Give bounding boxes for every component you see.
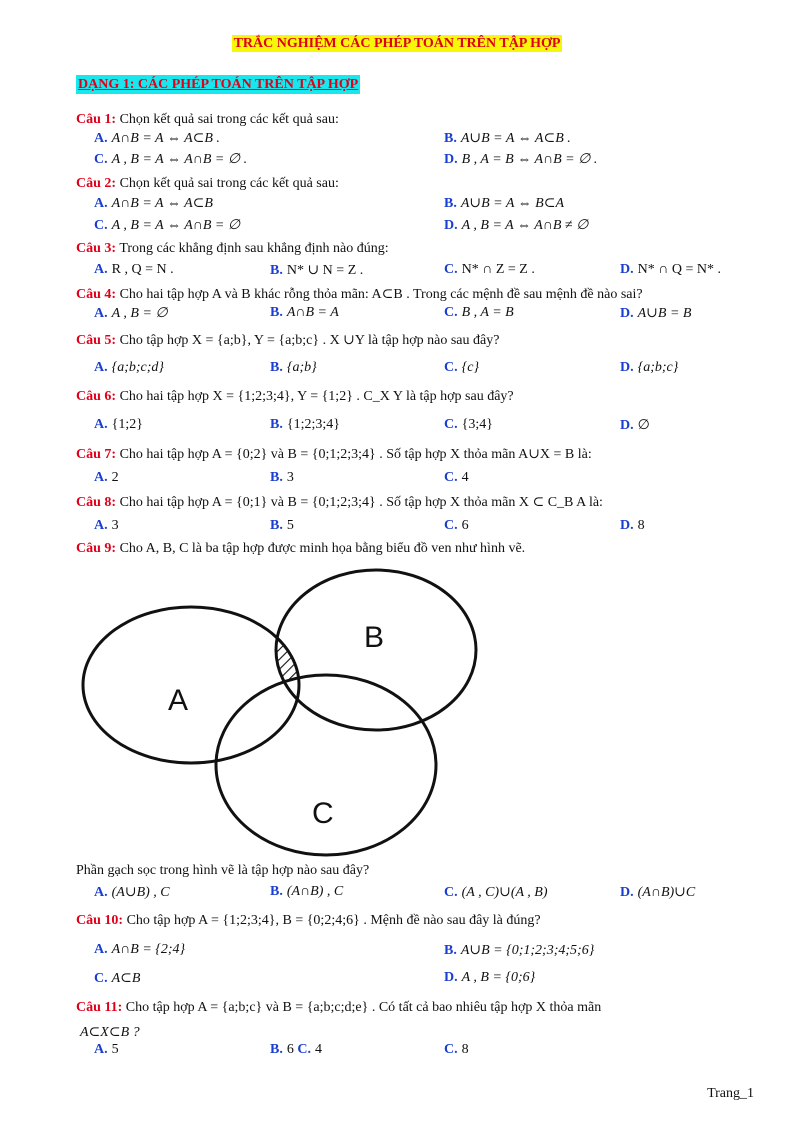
q10-option-d: D. A , B = {0;6} bbox=[444, 970, 536, 985]
question-text-continued: A⊂X⊂B ? bbox=[80, 1025, 140, 1040]
question-4 bbox=[76, 286, 643, 303]
question-text: Cho tập hợp X = {a;b}, Y = {a;b;c} . X ∪Y là tập hợp nào sau đây? bbox=[119, 333, 500, 348]
q10-option-a: A. A∩B = {2;4} bbox=[94, 942, 186, 957]
q11-option-c: C. 8 bbox=[444, 1042, 469, 1057]
q8-option-d: D. 8 bbox=[620, 518, 645, 533]
question-label: Câu 6: bbox=[76, 389, 117, 404]
question-text: Cho tập hợp A = {1;2;3;4}, B = {0;2;4;6} . Mệnh đề nào sau đây là đúng? bbox=[126, 913, 541, 928]
question-3 bbox=[76, 241, 389, 257]
q2-option-a: A. A∩B = A ⇔ A⊂B bbox=[94, 196, 213, 211]
q10-option-c: C. A⊂B bbox=[94, 971, 141, 986]
question-text: Chọn kết quả sai trong các kết quả sau: bbox=[119, 112, 339, 127]
question-text: Cho hai tập hợp A = {0;1} và B = {0;1;2;3;4} . Số tập hợp X thỏa mãn X ⊂ C_B A là: bbox=[119, 495, 603, 510]
q4-option-c: C. B , A = B bbox=[444, 305, 514, 320]
q11-option-b: B. 6 C. 4 bbox=[270, 1042, 322, 1057]
q4-option-a: A. A , B = ∅ bbox=[94, 306, 168, 321]
question-text: Trong các khẳng định sau khẳng định nào đúng: bbox=[119, 241, 389, 256]
q9-option-a: A. (A∪B) , C bbox=[94, 885, 170, 900]
question-label: Câu 3: bbox=[76, 241, 117, 256]
question-label: Câu 2: bbox=[76, 176, 117, 191]
q9-option-b: B. (A∩B) , C bbox=[270, 884, 344, 899]
question-label: Câu 7: bbox=[76, 447, 117, 462]
question-text: Cho hai tập hợp A = {0;2} và B = {0;1;2;3;4} . Số tập hợp X thỏa mãn A∪X = B là: bbox=[119, 447, 592, 462]
q3-option-d: D. N* ∩ Q = N* . bbox=[620, 262, 721, 277]
q2-option-b: B. A∪B = A ⇔ B⊂A bbox=[444, 196, 565, 211]
question-label: Câu 11: bbox=[76, 1000, 123, 1015]
q6-option-b: B. {1;2;3;4} bbox=[270, 417, 340, 432]
q3-option-b: B. N* ∪ N = Z . bbox=[270, 263, 364, 278]
q5-option-a: A. {a;b;c;d} bbox=[94, 360, 165, 375]
q10-option-b: B. A∪B = {0;1;2;3;4;5;6} bbox=[444, 943, 595, 958]
q7-option-a: A. 2 bbox=[94, 470, 119, 485]
question-text: Phần gạch sọc trong hình vẽ là tập hợp nào sau đây? bbox=[76, 863, 370, 878]
q3-option-c: C. N* ∩ Z = Z . bbox=[444, 262, 535, 277]
question-11-line-2 bbox=[80, 1024, 140, 1041]
question-6 bbox=[76, 389, 514, 405]
q6-option-a: A. {1;2} bbox=[94, 417, 143, 432]
q5-option-d: D. {a;b;c} bbox=[620, 360, 679, 375]
q8-option-b: B. 5 bbox=[270, 518, 294, 533]
venn-set-a-circle bbox=[83, 607, 299, 763]
question-10 bbox=[76, 913, 541, 929]
question-label: Câu 4: bbox=[76, 287, 117, 302]
question-text: Cho hai tập hợp X = {1;2;3;4}, Y = {1;2} . C_X Y là tập hợp sau đây? bbox=[119, 389, 514, 404]
question-8 bbox=[76, 494, 603, 511]
title-text: TRẮC NGHIỆM CÁC PHÉP TOÁN TRÊN TẬP HỢP bbox=[233, 36, 561, 51]
question-text: Cho A, B, C là ba tập hợp được minh họa bằng biểu đồ ven như hình vẽ. bbox=[119, 541, 526, 556]
question-5 bbox=[76, 332, 499, 349]
venn-label-c: C bbox=[312, 797, 334, 830]
question-label: Câu 1: bbox=[76, 112, 117, 127]
question-11 bbox=[76, 1000, 601, 1016]
section-heading bbox=[76, 77, 360, 93]
q1-option-b: B. A∪B = A ⇔ A⊂B . bbox=[444, 131, 571, 146]
question-7 bbox=[76, 446, 592, 463]
q8-option-c: C. 6 bbox=[444, 518, 469, 533]
question-text: Cho tập hợp A = {a;b;c} và B = {a;b;c;d;e} . Có tất cả bao nhiêu tập hợp X thỏa mãn bbox=[125, 1000, 602, 1015]
question-9 bbox=[76, 541, 525, 557]
q2-option-c: C. A , B = A ⇔ A∩B = ∅ bbox=[94, 218, 241, 233]
page-title bbox=[0, 36, 794, 52]
question-label: Câu 10: bbox=[76, 913, 124, 928]
q2-option-d: D. A , B = A ⇔ A∩B ≠ ∅ bbox=[444, 218, 589, 233]
q5-option-c: C. {c} bbox=[444, 360, 480, 375]
question-text: Cho hai tập hợp A và B khác rỗng thỏa mãn: A⊂B . Trong các mệnh đề sau mệnh đề nào sai? bbox=[119, 287, 643, 302]
question-9-prompt bbox=[76, 863, 369, 879]
venn-diagram bbox=[76, 565, 486, 865]
q1-option-d: D. B , A = B ⇔ A∩B = ∅ . bbox=[444, 152, 598, 167]
q4-option-b: B. A∩B = A bbox=[270, 305, 339, 320]
question-1 bbox=[76, 112, 339, 128]
question-label: Câu 8: bbox=[76, 495, 117, 510]
q7-option-c: C. 4 bbox=[444, 470, 469, 485]
q7-option-b: B. 3 bbox=[270, 470, 294, 485]
q1-option-a: A. A∩B = A ⇔ A⊂B . bbox=[94, 131, 220, 146]
q8-option-a: A. 3 bbox=[94, 518, 119, 533]
q6-option-d: D. ∅ bbox=[620, 418, 650, 433]
venn-label-a: A bbox=[168, 684, 189, 717]
question-label: Câu 9: bbox=[76, 541, 117, 556]
question-text: Chọn kết quả sai trong các kết quả sau: bbox=[119, 176, 339, 191]
section-text: DẠNG 1: CÁC PHÉP TOÁN TRÊN TẬP HỢP bbox=[78, 77, 359, 92]
q9-option-d: D. (A∩B)∪C bbox=[620, 885, 696, 900]
question-label: Câu 5: bbox=[76, 333, 117, 348]
q9-option-c: C. (A , C)∪(A , B) bbox=[444, 885, 548, 900]
question-2 bbox=[76, 176, 339, 192]
venn-label-b: B bbox=[364, 621, 385, 654]
q5-option-b: B. {a;b} bbox=[270, 360, 317, 375]
q11-option-a: A. 5 bbox=[94, 1042, 119, 1057]
q3-option-a: A. R , Q = N . bbox=[94, 262, 174, 277]
q6-option-c: C. {3;4} bbox=[444, 417, 493, 432]
q1-option-c: C. A , B = A ⇔ A∩B = ∅ . bbox=[94, 152, 248, 167]
q4-option-d: D. A∪B = B bbox=[620, 306, 692, 321]
page-number: Trang_1 bbox=[707, 1086, 754, 1101]
